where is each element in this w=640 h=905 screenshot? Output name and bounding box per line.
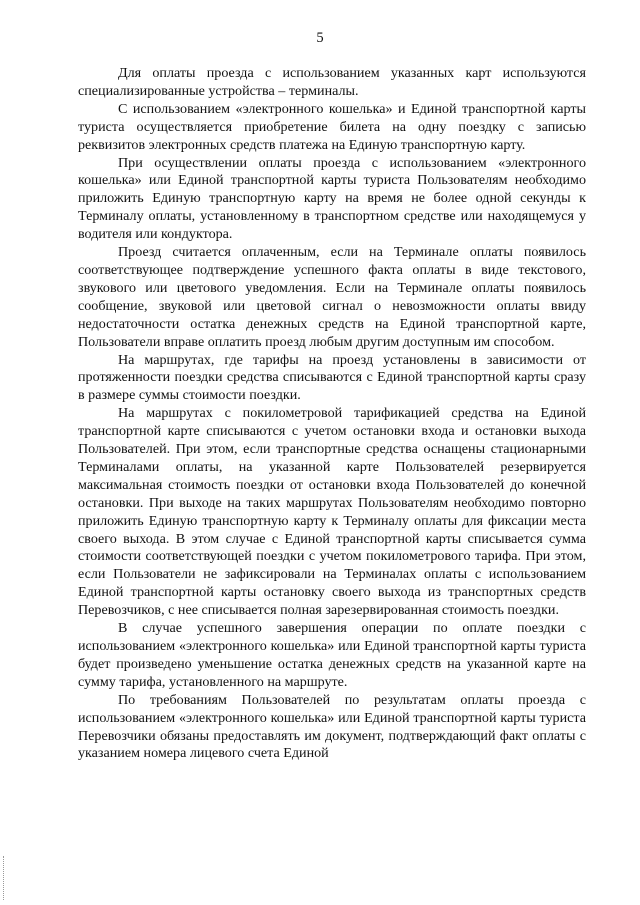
paragraph-card-application: При осуществлении оплаты проезда с использованием «электронного кошелька» или Единой транспортной карты туриста Пользователям необходимо приложить Единую транспортную карту на время не более одной секунды к Терминалу оплаты, установленному в транспортном средстве или находящемуся у водителя или кондуктора. [78,154,586,243]
paragraph-terminals: Для оплаты проезда с использованием указанных карт используются специализированные устройства – терминалы. [78,65,586,99]
scan-margin-mark [3,856,8,900]
page-number: 5 [316,30,324,46]
document-body [78,65,586,763]
paragraph-ticket-purchase: С использованием «электронного кошелька» и Единой транспортной карты туриста осуществляется приобретение билета на одну поездку с записью реквизитов электронных средств платежа на Единую транспортную карту. [78,100,586,153]
paragraph-payment-confirmation: Проезд считается оплаченным, если на Терминале оплаты появилось соответствующее подтверждение успешного факта оплаты в виде текстового, звукового или цветового уведомления. Если на Терминале оплаты появилось сообщение, звуковой или цветовой сигнал о невозможности оплаты ввиду недостаточности остатка денежных средств на Единой транспортной карте, Пользователи вправе оплатить проезд любым другим доступным им способом. [78,244,586,350]
paragraph-payment-document: По требованиям Пользователей по результатам оплаты проезда с использованием «электронного кошелька» или Единой транспортной карты туриста Перевозчики обязаны предоставлять им документ, подтверждающий факт оплаты с указанием номера лицевого счета Единой [78,691,586,762]
paragraph-balance-reduction: В случае успешного завершения операции по оплате поездки с использованием «электронного кошелька» или Единой транспортной карты туриста будет произведено уменьшение остатка денежных средств на указанной карте на сумму тарифа, установленного на маршруте. [78,620,586,690]
paragraph-distance-tariffs: На маршрутах, где тарифы на проезд установлены в зависимости от протяженности поездки средства списываются с Единой транспортной карты сразу в размере суммы стоимости поездки. [78,351,586,404]
paragraph-per-km-tariffs: На маршрутах с покилометровой тарификацией средства на Единой транспортной карте списываются с учетом остановки входа и остановки выхода Пользователей. При этом, если транспортные средства оснащены стационарными Терминалами оплаты, на указанной карте Пользователей резервируется максимальная стоимость поездки от остановки входа Пользователей до конечной остановки. При выходе на таких маршрутах Пользователям необходимо повторно приложить Единую транспортную карту к Терминалу оплаты для фиксации места своего выхода. В этом случае с Единой транспортной карты списывается сумма стоимости соответствующей поездки с учетом покилометрового тарифа. При этом, если Пользователи не зафиксировали на Терминалах оплаты с использованием Единой транспортной карты остановку своего выхода из транспортных средств Перевозчиков, с нее списывается полная зарезервированная стоимость поездки. [78,405,586,619]
